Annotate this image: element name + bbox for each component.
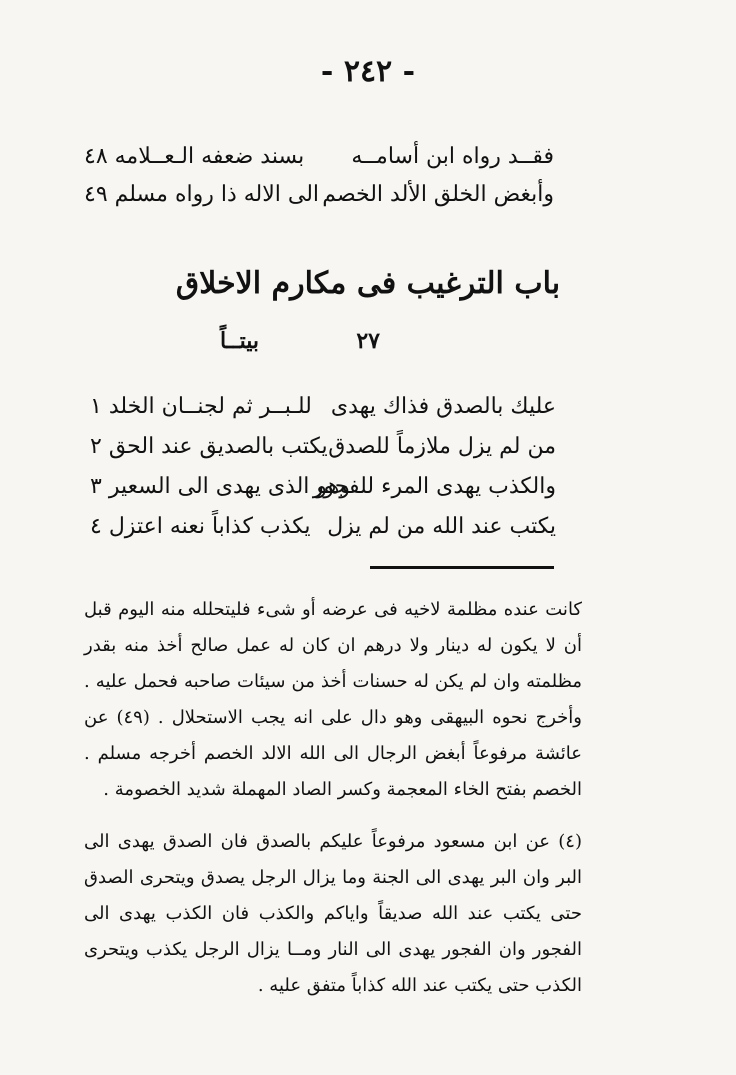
verse-second-hemistich: للـبــر ثم لجنــان الخلد ١ <box>90 394 312 419</box>
verse-second-hemistich: وهو الذى يهدى الى السعير ٣ <box>90 474 350 499</box>
verse-first-hemistich: يكتب عند الله من لم يزل <box>327 514 556 539</box>
verse-count-number: ٢٧ <box>356 328 380 354</box>
footnote-paragraph: (٤) عن ابن مسعود مرفوعاً عليكم بالصدق فان الصدق يهدى الى البر وان البر يهدى الى الجنة وما يزال الرجل يصدق ويتحرى الصدق حتى يكتب عند الله صديقاً واياكم والكذب فان الكذب يهدى الى الفجور وان الفجور يهدى الى النار ومــا يزال الرجل يكذب ويتحرى الكذب حتى يكتب عند الله كذاباً متفق عليه . <box>84 831 582 996</box>
footnote-divider <box>370 566 554 569</box>
verse-first-hemistich: وأبغض الخلق الألد الخصم <box>322 182 554 207</box>
verse-row <box>84 138 554 176</box>
verse-second-hemistich: يكذب كذاباً نعنه اعتزل ٤ <box>90 514 311 539</box>
verse-row <box>90 388 556 428</box>
page-number: - ٢٤٢ - <box>320 54 416 89</box>
verse-row <box>84 176 554 214</box>
verse-second-hemistich: الى الاله ذا رواه مسلم ٤٩ <box>84 182 320 207</box>
top-verses <box>84 138 554 214</box>
verse-first-hemistich: من لم يزل ملازماً للصدق <box>328 434 556 459</box>
verse-second-hemistich: يكتب بالصديق عند الحق ٢ <box>90 434 328 459</box>
footnote-paragraph: كانت عنده مظلمة لاخيه فى عرضه أو شىء فليتحلله منه اليوم قبل أن لا يكون له دينار ولا درهم ان كان له عمل صالح أخذ منه بقدر مظلمته وان لم يكن له حسنات أخذ من سيئات صاحبه فحمل عليه . وأخرج نحوه البيهقى وهو دال على انه يجب الاستحلال . (٤٩) عن عائشة مرفوعاً أبغض الرجال الى الله الالد الخصم أخرجه مسلم . الخصم بفتح الخاء المعجمة وكسر الصاد المهملة شديد الخصومة . <box>84 599 582 800</box>
verse-first-hemistich: فقــد رواه ابن أسامــه <box>351 144 554 169</box>
main-verses <box>90 388 556 548</box>
verse-row <box>90 468 556 508</box>
verse-first-hemistich: والكذب يهدى المرء للفجور <box>312 474 556 499</box>
chapter-title: باب الترغيب فى مكارم الاخلاق <box>175 266 561 301</box>
verse-first-hemistich: عليك بالصدق فذاك يهدى <box>330 394 556 419</box>
verse-row <box>90 428 556 468</box>
verse-second-hemistich: بسند ضعفه الـعــلامه ٤٨ <box>84 144 305 169</box>
verse-row <box>90 508 556 548</box>
verse-count-label: بيتــاً <box>220 328 259 354</box>
